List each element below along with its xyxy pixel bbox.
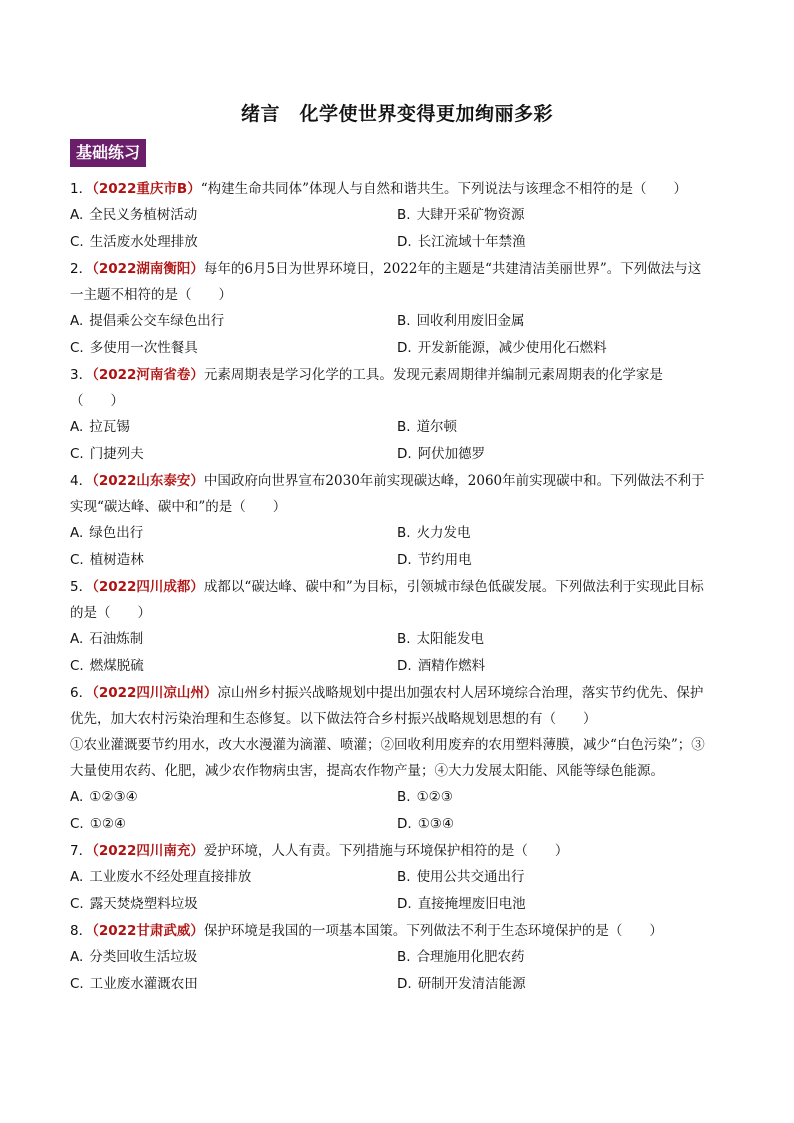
answer-option[interactable]: [70, 626, 397, 653]
question-stem-line: [70, 838, 724, 864]
answer-option[interactable]: [397, 520, 724, 547]
question-source: （2022河南省卷）: [92, 367, 204, 383]
answer-option[interactable]: [70, 971, 397, 998]
options-grid: [70, 864, 724, 918]
question-stem-line: [70, 732, 724, 758]
question-source: （2022甘肃武威）: [92, 923, 204, 939]
question-stem-line: [70, 388, 724, 414]
page-title: 绪言 化学使世界变得更加绚丽多彩: [240, 103, 553, 125]
option-text: 露天焚烧塑料垃圾: [89, 896, 198, 912]
question-item: [70, 574, 724, 680]
answer-option[interactable]: [70, 414, 397, 441]
question-source: （2022重庆市B）: [92, 181, 201, 197]
option-label: B.: [397, 631, 411, 647]
option-label: D.: [397, 552, 412, 568]
option-text: 直接掩埋废旧电池: [417, 896, 526, 912]
section-badge: 基础练习: [70, 139, 146, 167]
option-text: 太阳能发电: [416, 631, 485, 647]
answer-option[interactable]: [70, 653, 397, 680]
question-number: 8．: [70, 923, 93, 939]
answer-option[interactable]: [397, 414, 724, 441]
option-text: 节约用电: [417, 552, 472, 568]
answer-option[interactable]: [70, 811, 397, 838]
option-label: D.: [397, 976, 412, 992]
question-text: 实现“碳达峰、碳中和”的是（ ）: [70, 499, 287, 515]
option-label: D.: [397, 658, 412, 674]
option-text: ①②③: [416, 789, 453, 805]
option-text: 回收利用废旧金属: [416, 313, 525, 329]
option-label: A.: [70, 789, 84, 805]
option-label: C.: [70, 658, 84, 674]
question-text: 的是（ ）: [70, 605, 151, 621]
question-text: 中国政府向世界宣布2030年前实现碳达峰，2060年前实现碳中和。下列做法不利于: [203, 473, 705, 489]
option-text: 拉瓦锡: [89, 419, 130, 435]
question-text: 保护环境是我国的一项基本国策。下列做法不利于生态环境保护的是（ ）: [203, 923, 663, 939]
question-source: （2022四川凉山州）: [92, 685, 218, 701]
question-item: [70, 256, 724, 362]
option-label: D.: [397, 340, 412, 356]
question-text: ①农业灌溉要节约用水，改大水漫灌为滴灌、喷灌；②回收利用废弃的农用塑料薄膜，减少“白色污染”；③: [70, 737, 705, 753]
option-text: 工业废水灌溉农田: [89, 976, 198, 992]
answer-option[interactable]: [397, 547, 724, 574]
option-label: A.: [70, 313, 84, 329]
answer-option[interactable]: [70, 520, 397, 547]
answer-option[interactable]: [397, 229, 724, 256]
option-label: C.: [70, 234, 84, 250]
answer-option[interactable]: [70, 308, 397, 335]
options-grid: [70, 308, 724, 362]
question-item: [70, 680, 724, 838]
question-text: 每年的6月5日为世界环境日，2022年的主题是“共建清洁美丽世界”。下列做法与这: [203, 261, 702, 277]
option-text: 使用公共交通出行: [416, 869, 525, 885]
question-text: 成都以“碳达峰、碳中和”为目标，引领城市绿色低碳发展。下列做法利于实现此目标: [203, 579, 704, 595]
answer-option[interactable]: [397, 626, 724, 653]
question-text: “构建生命共同体”体现人与自然和谐共生。下列说法与该理念不相符的是（ ）: [200, 181, 688, 197]
option-text: 开发新能源，减少使用化石燃料: [417, 340, 607, 356]
question-stem-line: [70, 362, 724, 388]
option-text: 长江流域十年禁渔: [417, 234, 526, 250]
question-number: 5．: [70, 579, 93, 595]
question-stem-line: [70, 574, 724, 600]
question-number: 4．: [70, 473, 93, 489]
option-label: C.: [70, 446, 84, 462]
option-text: 门捷列夫: [89, 446, 144, 462]
answer-option[interactable]: [397, 441, 724, 468]
question-stem-line: [70, 706, 724, 732]
options-grid: [70, 626, 724, 680]
answer-option[interactable]: [397, 784, 724, 811]
answer-option[interactable]: [397, 202, 724, 229]
option-label: A.: [70, 631, 84, 647]
answer-option[interactable]: [70, 944, 397, 971]
option-label: C.: [70, 976, 84, 992]
question-item: [70, 176, 724, 256]
question-item: [70, 918, 724, 998]
option-text: ①②③④: [89, 789, 138, 805]
option-label: B.: [397, 789, 411, 805]
question-list: [70, 176, 724, 998]
option-text: 研制开发清洁能源: [417, 976, 526, 992]
option-label: B.: [397, 313, 411, 329]
question-stem-line: [70, 468, 724, 494]
option-text: 提倡乘公交车绿色出行: [89, 313, 225, 329]
options-grid: [70, 202, 724, 256]
option-label: D.: [397, 234, 412, 250]
question-item: [70, 838, 724, 918]
question-text: （ ）: [70, 393, 124, 409]
question-item: [70, 468, 724, 574]
option-label: A.: [70, 869, 84, 885]
question-source: （2022湖南衡阳）: [92, 261, 204, 277]
option-text: 分类回收生活垃圾: [89, 949, 198, 965]
answer-option[interactable]: [70, 441, 397, 468]
option-text: 植树造林: [89, 552, 144, 568]
option-label: B.: [397, 419, 411, 435]
answer-option[interactable]: [397, 308, 724, 335]
question-text: 优先，加大农村污染治理和生态修复。以下做法符合乡村振兴战略规划思想的有（ ）: [70, 711, 597, 727]
answer-option[interactable]: [70, 202, 397, 229]
option-text: 生活废水处理排放: [89, 234, 198, 250]
option-label: D.: [397, 816, 412, 832]
question-stem-line: [70, 256, 724, 282]
option-label: A.: [70, 525, 84, 541]
answer-option[interactable]: [397, 811, 724, 838]
option-label: B.: [397, 949, 411, 965]
option-label: B.: [397, 207, 411, 223]
question-text: 凉山州乡村振兴战略规划中提出加强农村人居环境综合治理，落实节约优先、保护: [217, 685, 704, 701]
options-grid: [70, 944, 724, 998]
option-label: D.: [397, 446, 412, 462]
option-label: C.: [70, 896, 84, 912]
answer-option[interactable]: [397, 864, 724, 891]
question-source: （2022四川南充）: [92, 843, 204, 859]
answer-option[interactable]: [70, 891, 397, 918]
options-grid: [70, 520, 724, 574]
option-text: 酒精作燃料: [417, 658, 486, 674]
option-text: 工业废水不经处理直接排放: [89, 869, 252, 885]
option-label: B.: [397, 525, 411, 541]
option-text: ①③④: [417, 816, 454, 832]
question-stem-line: [70, 680, 724, 706]
question-number: 2．: [70, 261, 93, 277]
answer-option[interactable]: [70, 547, 397, 574]
question-stem-line: [70, 918, 724, 944]
option-label: A.: [70, 949, 84, 965]
option-label: C.: [70, 816, 84, 832]
answer-option[interactable]: [397, 891, 724, 918]
option-text: 燃煤脱硫: [89, 658, 144, 674]
question-number: 6．: [70, 685, 93, 701]
question-stem-line: [70, 282, 724, 308]
answer-option[interactable]: [70, 229, 397, 256]
question-stem-line: [70, 758, 724, 784]
question-source: （2022山东泰安）: [92, 473, 204, 489]
question-text: 一主题不相符的是（ ）: [70, 287, 232, 303]
option-text: 绿色出行: [89, 525, 144, 541]
options-grid: [70, 414, 724, 468]
question-number: 1．: [70, 181, 93, 197]
option-text: 大肆开采矿物资源: [416, 207, 525, 223]
option-text: 火力发电: [416, 525, 471, 541]
option-text: 道尔顿: [416, 419, 458, 435]
option-text: 多使用一次性餐具: [89, 340, 198, 356]
answer-option[interactable]: [397, 335, 724, 362]
answer-option[interactable]: [70, 864, 397, 891]
question-item: [70, 362, 724, 468]
question-text: 元素周期表是学习化学的工具。发现元素周期律并编制元素周期表的化学家是: [203, 367, 663, 383]
answer-option[interactable]: [397, 944, 724, 971]
option-text: 全民义务植树活动: [89, 207, 198, 223]
answer-option[interactable]: [397, 971, 724, 998]
options-grid: [70, 784, 724, 838]
question-stem-line: [70, 600, 724, 626]
option-text: 石油炼制: [89, 631, 144, 647]
question-text: 爱护环境，人人有责。下列措施与环境保护相符的是（ ）: [203, 843, 569, 859]
question-stem-line: [70, 176, 724, 202]
question-stem-line: [70, 494, 724, 520]
question-source: （2022四川成都）: [92, 579, 204, 595]
option-label: A.: [70, 419, 84, 435]
question-text: 大量使用农药、化肥，减少农作物病虫害，提高农作物产量；④大力发展太阳能、风能等绿色能源。: [70, 763, 664, 779]
option-label: A.: [70, 207, 84, 223]
answer-option[interactable]: [70, 784, 397, 811]
option-text: 合理施用化肥农药: [416, 949, 525, 965]
answer-option[interactable]: [70, 335, 397, 362]
option-text: ①②④: [89, 816, 127, 832]
option-label: C.: [70, 340, 84, 356]
answer-option[interactable]: [397, 653, 724, 680]
option-label: B.: [397, 869, 411, 885]
question-number: 7．: [70, 843, 93, 859]
option-label: C.: [70, 552, 84, 568]
option-label: D.: [397, 896, 412, 912]
question-number: 3．: [70, 367, 93, 383]
option-text: 阿伏加德罗: [417, 446, 486, 462]
